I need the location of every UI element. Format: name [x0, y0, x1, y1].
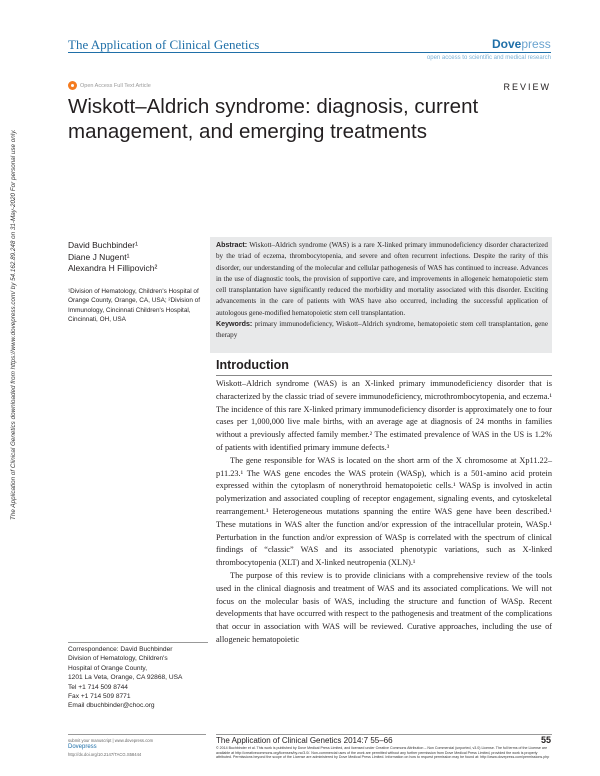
header-rule	[68, 52, 551, 53]
brand-tagline: open access to scientific and medical research	[426, 55, 551, 61]
body-text	[216, 378, 552, 647]
submit-link[interactable]: submit your manuscript | www.dovepress.com	[68, 738, 154, 743]
affiliations: ¹Division of Hematology, Children's Hospital of Orange County, Orange, CA, USA; ²Division of Immunology, Cincinnati Children's Hospital, Cincinnati, OH, USA	[68, 288, 201, 323]
open-access-label	[68, 81, 151, 90]
keywords-text: primary immunodeficiency, Wiskott–Aldrich syndrome, hematopoietic stem cell transplantation, gene therapy	[216, 320, 548, 340]
paragraph: The purpose of this review is to provide clinicians with a comprehensive review of the tools used in the clinical diagnosis and treatment of WAS and its associated complications. We will not focus on the molecular basis of WAS, including the structure and function of WASp. Recent developments that have occurred with respect to the pathogenesis and treatment of the complications that occur in association with WAS will be reviewed. Curative approaches, including the use of allogeneic hematopoietic	[216, 570, 552, 644]
article-type: REVIEW	[503, 82, 551, 92]
correspondence-line: Tel +1 714 509 8744	[68, 683, 128, 691]
journal-name: The Application of Clinical Genetics	[68, 37, 260, 52]
abstract-label: Abstract:	[216, 241, 248, 249]
page-number: 55	[540, 735, 551, 745]
footer-left	[68, 737, 206, 758]
abstract-text: Wiskott–Aldrich syndrome (WAS) is a rare X-linked primary immunodeficiency disorder characterized by the triad of eczema, thrombocytopenia, and severe and often recurrent infections. Despite the rarity of this disorder, our understanding of the molecular and cellular pathogenesis of WAS has continued to increase. Advances in the use of diagnostic tools, the provision of supportive care, and improvements in allogeneic hematopoietic stem cell transplantation have significantly reduced the morbidity and mortality associated with this disorder. Exciting advancements in the care of patients with WAS have also occurred, including the successful application of autologous gene-modified hematopoietic stem cell transplantation.	[216, 241, 548, 317]
license-text: © 2014 Buchbinder et al. This work is published by Dove Medical Press Limited, and licensed under Creative Commons Attribution – Non Commercial (unported, v3.0) License. The full terms of the License are available at http://creativecommons.org/licenses/by-nc/3.0/. Non-commercial uses of the work are permitted without any further permission from Dove Medical Press Limited, provided the work is properly attributed. Permissions beyond the scope of the License are administered by Dove Medical Press Limited. Information on how to request permission may be found at: http://www.dovepress.com/permissions.php	[216, 746, 550, 760]
paragraph: The gene responsible for WAS is located on the short arm of the X chromosome at Xp11.22–p11.23.¹ The WAS gene encodes the WAS protein (WASp), which is a 501-amino acid protein expressed within the cytoplasm of nonerythroid hematopoietic cells.¹ WASp is involved in actin polymerization and associated coupling of receptor engagement, signaling events, and cytoskeletal rearrangement.¹ Heterogeneous mutations spanning the entire WAS gene have been described.¹ These mutations in WAS alter the function and/or expression of the intracellular protein, WASp.¹ Perturbation in the function and/or expression of WASp is correlated with the spectrum of clinical findings of “classic” WAS and its associated phenotypic variations, such as X-linked thrombocytopenia (XLT) and X-linked neutropenia (XLN).¹	[216, 455, 552, 568]
author: Alexandra H Fillipovich²	[68, 263, 158, 273]
brand-bold: Dove	[492, 37, 522, 51]
correspondence-line: Fax +1 714 509 8771	[68, 693, 131, 701]
paragraph: Wiskott–Aldrich syndrome (WAS) is an X-linked primary immunodeficiency disorder that is characterized by the classic triad of severe immunodeficiency, microthrombocytopenia, and eczema.¹ The incidence of this rare X-linked primary immunodeficiency disorder is approximately one to four cases per 1,000,000 live male births, with an average age at diagnosis of 24 months in families without a previously affected family member.² The estimated prevalence of WAS in the US is 1.2% of patients with identified primary immune defects.³	[216, 379, 552, 452]
abstract	[216, 240, 548, 342]
keywords-label: Keywords:	[216, 320, 253, 329]
correspondence-line: Division of Hematology, Children's	[68, 655, 168, 663]
download-sidebar	[10, 129, 24, 520]
footer-rule-right	[216, 734, 552, 735]
author-list	[68, 240, 157, 275]
brand-light: press	[521, 37, 551, 51]
footer-brand: Dovepress	[68, 744, 97, 750]
correspondence	[68, 645, 208, 711]
section-rule	[216, 375, 552, 376]
doi-link[interactable]: http://dx.doi.org/10.2147/TACG.S58444	[68, 752, 142, 757]
open-access-icon	[68, 81, 77, 90]
author: David Buchbinder¹	[68, 240, 138, 250]
correspondence-line: Hospital of Orange County,	[68, 664, 148, 672]
correspondence-label: Correspondence: David Buchbinder	[68, 646, 173, 653]
footer-citation: The Application of Clinical Genetics 2014:7 55–66	[216, 736, 393, 745]
sidebar-text: The Application of Clinical Genetics downloaded from https://www.dovepress.com/ by 54.162.89.248 on 31-May-2020 For personal use only.	[10, 129, 17, 520]
author: Diane J Nugent¹	[68, 251, 130, 262]
footer-rule-left	[68, 734, 206, 735]
correspondence-rule	[68, 642, 208, 643]
correspondence-email[interactable]: Email dbuchbinder@choc.org	[68, 702, 155, 710]
open-access-text: Open Access Full Text Article	[80, 82, 151, 89]
dovepress-logo[interactable]	[492, 37, 551, 51]
section-heading: Introduction	[216, 358, 289, 372]
article-title: Wiskott–Aldrich syndrome: diagnosis, current management, and emerging treatments	[68, 95, 479, 143]
correspondence-line: 1201 La Veta, Orange, CA 92868, USA	[68, 674, 183, 682]
